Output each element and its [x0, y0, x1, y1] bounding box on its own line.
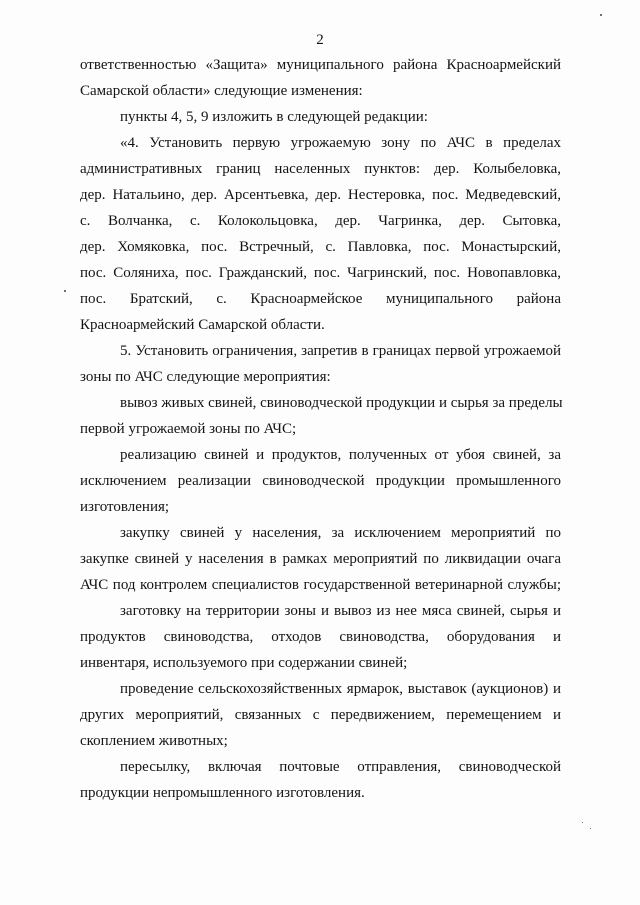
text-line: заготовку на территории зоны и вывоз из нее мяса свиней, сырья и [120, 603, 561, 619]
text-line: вывоз живых свиней, свиноводческой продукции и сырья за пределы [120, 395, 563, 411]
text-line: продуктов свиноводства, отходов свиноводства, оборудования и [80, 629, 561, 645]
text-line: дер. Хомяковка, пос. Встречный, с. Павловка, пос. Монастырский, [80, 239, 561, 255]
text-line: 5. Установить ограничения, запретив в границах первой угрожаемой [120, 343, 561, 359]
text-line: других мероприятий, связанных с передвижением, перемещением и [80, 707, 561, 723]
text-line: пункты 4, 5, 9 изложить в следующей редакции: [120, 109, 428, 125]
scan-speck [582, 822, 583, 823]
text-line: пос. Братский, с. Красноармейское муниципального района [80, 291, 561, 307]
text-line: административных границ населенных пунктов: дер. Колыбеловка, [80, 161, 561, 177]
text-line: инвентаря, используемого при содержании свиней; [80, 655, 408, 671]
text-line: проведение сельскохозяйственных ярмарок, выставок (аукционов) и [120, 681, 561, 697]
text-line: Красноармейский Самарской области. [80, 317, 325, 333]
text-line: закупке свиней у населения в рамках мероприятий по ликвидации очага [80, 551, 561, 567]
text-line: первой угрожаемой зоны по АЧС; [80, 421, 297, 437]
text-line: зоны по АЧС следующие мероприятия: [80, 369, 331, 385]
text-line: скоплением животных; [80, 733, 228, 749]
text-line: «4. Установить первую угрожаемую зону по АЧС в пределах [120, 135, 561, 151]
page-number: 2 [316, 32, 324, 48]
text-line: изготовления; [80, 499, 170, 515]
text-line: закупку свиней у населения, за исключением мероприятий по [120, 525, 561, 541]
text-line: с. Волчанка, с. Колокольцовка, дер. Чагринка, дер. Сытовка, [80, 213, 561, 229]
scan-speck [64, 290, 66, 292]
text-line: исключением реализации свиноводческой продукции промышленного [80, 473, 561, 489]
text-line: продукции непромышленного изготовления. [80, 785, 365, 801]
text-line: пересылку, включая почтовые отправления, свиноводческой [120, 759, 561, 775]
text-line: Самарской области» следующие изменения: [80, 83, 363, 99]
text-line: ответственностью «Защита» муниципального района Красноармейский [80, 57, 561, 73]
text-line: реализацию свиней и продуктов, полученных от убоя свиней, за [120, 447, 561, 463]
text-line: дер. Натальино, дер. Арсентьевка, дер. Нестеровка, пос. Медведевский, [80, 187, 561, 203]
scan-speck [590, 828, 591, 829]
scan-speck [600, 14, 602, 16]
text-line: АЧС под контролем специалистов государственной ветеринарной службы; [80, 577, 561, 593]
text-line: пос. Соляниха, пос. Гражданский, пос. Чагринский, пос. Новопавловка, [80, 265, 561, 281]
